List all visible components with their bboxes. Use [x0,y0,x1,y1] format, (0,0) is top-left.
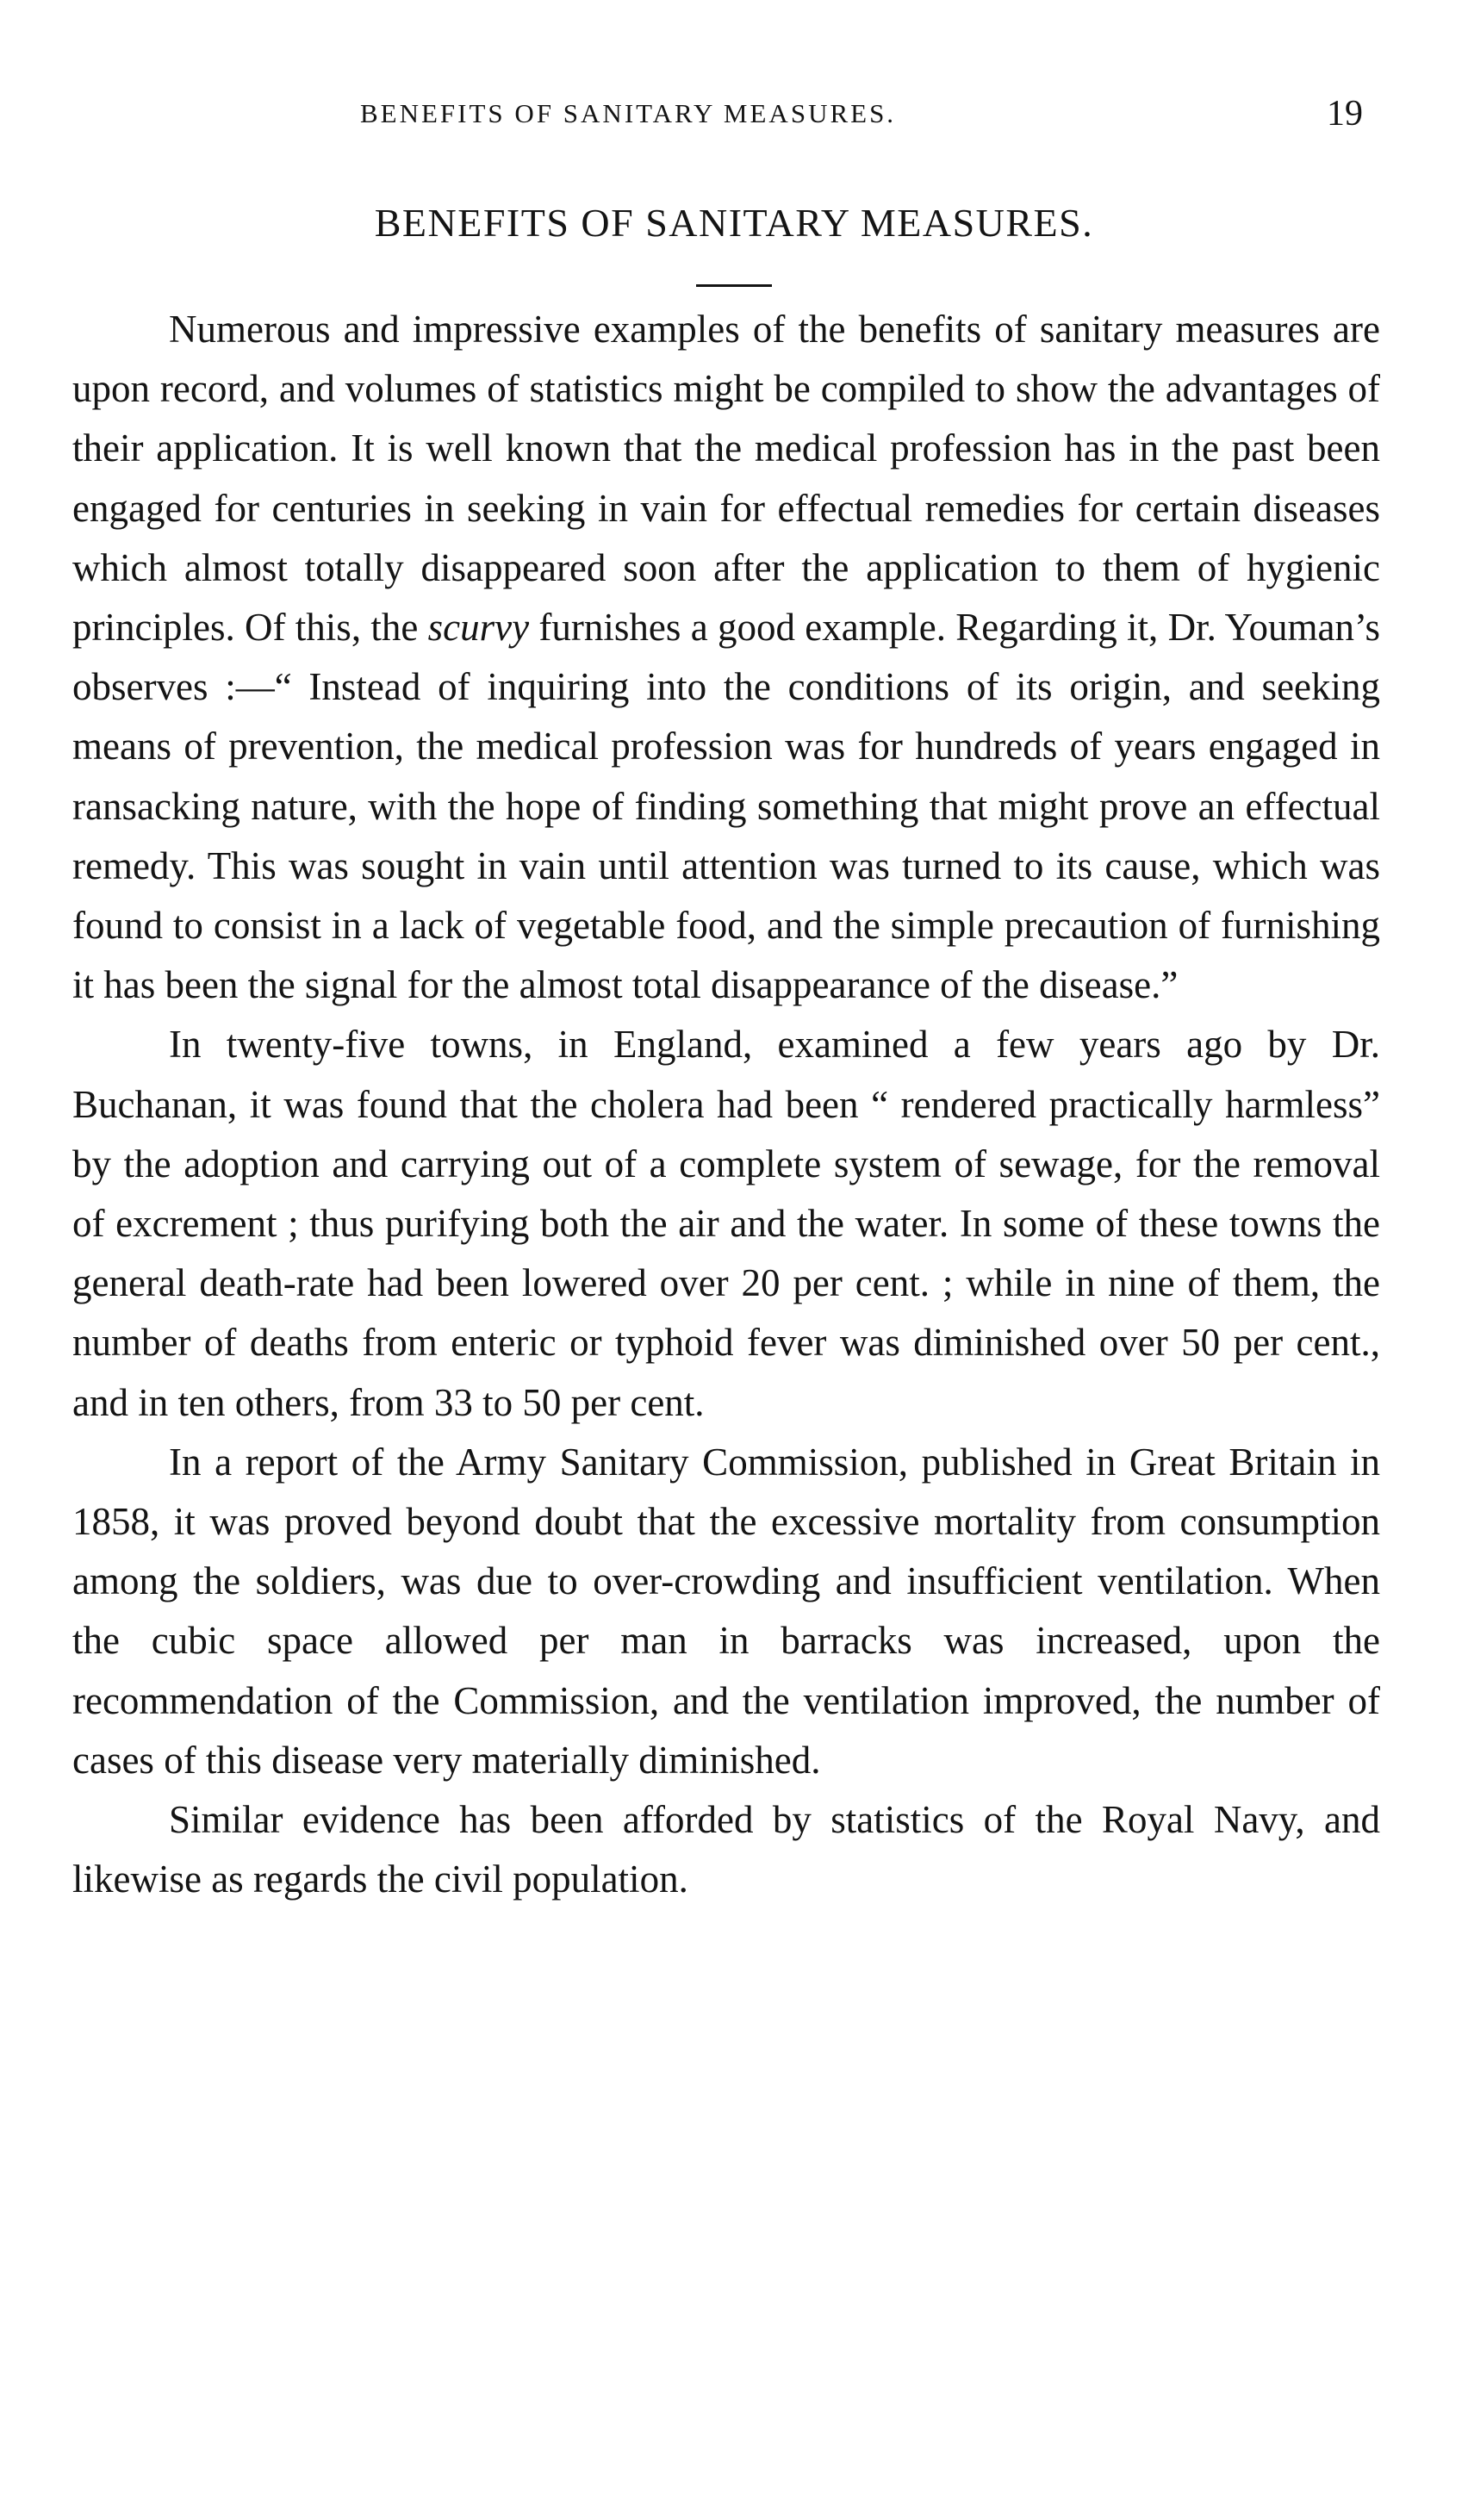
paragraph-1-text-b: furnishes a good example. Regarding it, Dr. Youman’s observes :—“ Instead of inquiring into the conditions of its origin, and seeking means of prevention, the medical profession was for hundreds of years engaged in ransacking nature, with the hope of finding something that might prove an effectual remedy. This was sought in vain until attention was turned to its cause, which was found to consist in a lack of vegetable food, and the simple precaution of furnishing it has been the signal for the almost total disappearance of the disease.” [72,606,1380,1007]
paragraph-3: In a report of the Army Sanitary Commission, published in Great Britain in 1858, it was proved beyond doubt that the excessive mortality from consumption among the soldiers, was due to over-crowding and insufficient ventilation. When the cubic space allowed per man in barracks was increased, upon the recommendation of the Commission, and the ventilation improved, the number of cases of this disease very materially diminished. [72,1440,1380,1782]
running-head [0,93,1468,145]
paragraph-1-emphasis: scurvy [427,606,530,650]
title-rule [696,284,772,287]
paragraph-2: In twenty-five towns, in England, examined a few years ago by Dr. Buchanan, it was found that the cholera had been “ rendered practically harmless” by the adoption and carrying out of a complete system of sewage, for the removal of excrement ; thus purifying both the air and the water. In some of these towns the general death-rate had been lowered over 20 per cent. ; while in nine of them, the number of deaths from enteric or typhoid fever was diminished over 50 per cent., and in ten others, from 33 to 50 per cent. [72,1023,1380,1424]
paragraph-1-text-a: Numerous and impressive examples of the benefits of sanitary measures are upon record, and volumes of statistics might be compiled to show the advantages of their application. It is well known that the medical profession has in the past been engaged for centuries in seeking in vain for effectual remedies for certain diseases which almost totally disappeared soon after the application to them of hygienic principles. Of this, the [72,308,1380,650]
chapter-title: BENEFITS OF SANITARY MEASURES. [374,201,1094,245]
paragraph-4: Similar evidence has been afforded by statistics of the Royal Navy, and likewise as regards the civil population. [72,1798,1380,1901]
page-number: 19 [1327,94,1363,134]
body-text [72,300,1380,1909]
running-title: BENEFITS OF SANITARY MEASURES. [360,98,897,128]
paragraph-1 [72,300,1380,1015]
